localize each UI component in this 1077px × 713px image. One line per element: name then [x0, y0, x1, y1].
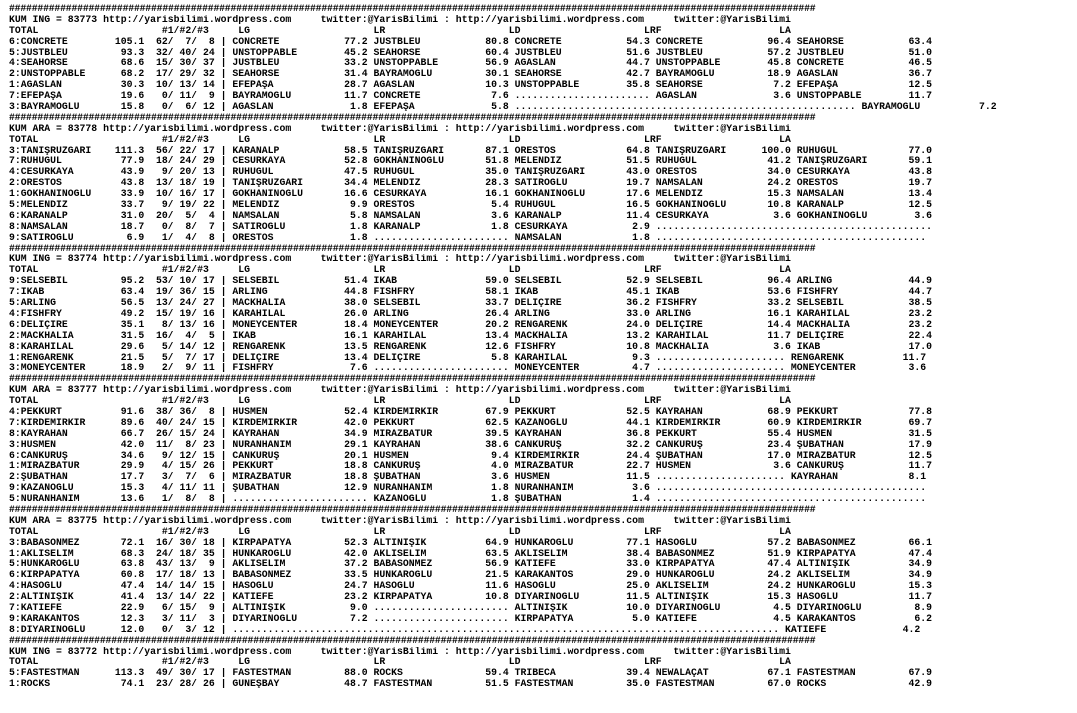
column-header-row: TOTAL #1/#2/#3 LG LR LD LRF LA [9, 25, 791, 36]
data-row: 7:EFEPAŞA 19.6 0/ 11/ 9 | BAYRAMOĞLU 11.7 CONCRETE 7.6 ....................... AĞASLAN 3.6 UNSTOPPABLE 11.7 [9, 91, 933, 102]
data-row: 2:UNSTOPPABLE 68.2 17/ 29/ 32 | SEAHORSE 31.4 BAYRAMOĞLU 30.1 SEAHORSE 42.7 BAYRAMOĞLU 18.9 AĞASLAN 36.7 [9, 69, 933, 80]
data-row: 9:KAZANOĞLU 15.3 4/ 11/ 11 | ŞUBATHAN 12.9 NURANHANIM 1.8 NURANHANIM 3.6 .............................................. [9, 483, 927, 494]
data-row: 5:ARLING 56.5 13/ 24/ 27 | MACKHALIA 38.0 SELSEBİL 33.7 DELİÇİRE 36.2 FISHFRY 33.2 SELSEBİL 38.5 [9, 298, 933, 309]
column-header-row: TOTAL #1/#2/#3 LG LR LD LRF LA [9, 657, 791, 668]
data-row: 7:İKAB 63.4 19/ 36/ 15 | ARLING 44.8 FISHFRY 58.1 İKAB 45.1 İKAB 53.6 FISHFRY 44.7 [9, 287, 933, 298]
data-row: 5:FASTESTMAN 113.3 49/ 30/ 17 | FASTESTMAN 88.0 ROCKS 59.4 TRIBECA 39.4 NEWALAÇAT 67.1 FASTESTMAN 67.9 [9, 668, 933, 679]
data-row: 6:CONCRETE 105.1 62/ 7/ 8 | CONCRETE 77.2 JUSTBLEU 80.8 CONCRETE 54.3 CONCRETE 96.4 SEAHORSE 63.4 [9, 36, 933, 47]
data-row: 7:RUHUGÜL 77.9 18/ 24/ 29 | CESURKAYA 52.8 GÖKHANINOĞLU 51.8 MELENDİZ 51.5 RUHUGÜL 41.2 TANIŞRÜZGARI 59.1 [9, 156, 933, 167]
data-row: 3:BABASÖNMEZ 72.1 16/ 30/ 18 | KIRPAPATYA 52.3 ALTINIŞIK 64.9 HÜNKAROĞLU 77.1 HASOĞLU 57.2 BABASÖNMEZ 66.1 [9, 537, 933, 548]
data-row: 3:HÜSMEN 42.0 11/ 8/ 23 | NURANHANIM 29.1 KAYRAHAN 38.6 CANKURUŞ 32.2 CANKURUŞ 23.4 ŞUBATHAN 17.9 [9, 439, 933, 450]
data-row: 1:GÖKHANINOĞLU 33.9 10/ 16/ 17 | GÖKHANINOĞLU 16.6 CESURKAYA 16.1 GÖKHANINOĞLU 17.6 MELENDİZ 15.3 NAMSALAN 13.4 [9, 189, 933, 200]
data-row: 1:MIRAZBATUR 29.9 4/ 15/ 26 | PEKKURT 18.8 CANKURUŞ 4.0 MIRAZBATUR 22.7 HÜSMEN 3.6 CANKURUŞ 11.7 [9, 461, 933, 472]
data-row: 6:KARANALP 31.0 20/ 5/ 4 | NAMSALAN 5.8 NAMSALAN 3.6 KARANALP 11.4 CESURKAYA 3.6 GÖKHANINOĞLU 3.6 [9, 210, 933, 221]
separator-row: ############################################################################################################################################## [9, 635, 816, 646]
data-row: 2:MACKHALIA 31.5 16/ 4/ 5 | İKAB 16.1 KARAHİLAL 13.4 MACKHALIA 13.2 KARAHİLAL 11.7 DELİÇİRE 22.4 [9, 330, 933, 341]
data-row: 5:MELENDİZ 33.7 9/ 19/ 22 | MELENDİZ 9.9 ORESTOS 5.4 RUHUGÜL 16.5 GÖKHANINOĞLU 10.8 KARANALP 12.5 [9, 200, 933, 211]
data-row: 4:FISHFRY 49.2 15/ 19/ 16 | KARAHİLAL 26.0 ARLING 26.4 ARLING 33.0 ARLING 16.1 KARAHİLAL 23.2 [9, 308, 933, 319]
data-row: 8:NAMSALAN 18.7 0/ 8/ 7 | SATIROĞLU 1.8 KARANALP 1.8 CESURKAYA 2.9 ............................................... [9, 221, 933, 232]
column-header-row: TOTAL #1/#2/#3 LG LR LD LRF LA [9, 265, 791, 276]
data-row: 7:KATİEFE 22.9 6/ 15/ 9 | ALTINIŞIK 9.0 ....................... ALTINIŞIK 10.0 DİYARINOĞLU 4.5 DİYARINOĞLU 8.9 [9, 602, 933, 613]
separator-row: ############################################################################################################################################## [9, 243, 816, 254]
data-row: 6:DELİÇİRE 35.1 8/ 13/ 16 | MONEYCENTER 18.4 MONEYCENTER 20.2 RENGARENK 24.0 DELİÇİRE 14.4 MACKHALIA 23.2 [9, 319, 933, 330]
data-row: 3:TANIŞRÜZGARI 111.3 56/ 22/ 17 | KARANALP 58.5 TANIŞRÜZGARI 87.1 ORESTOS 64.8 TANIŞRÜZGARI 100.0 RUHUGÜL 77.0 [9, 145, 933, 156]
race-header-row: KUM ING = 83774 http://yarisbilimi.wordpress.com twitter:@YarisBilimi : http://yarisbilimi.wordpress.com twitter:@YarisBilimi [9, 254, 791, 265]
data-row: 1:AĞASLAN 30.3 10/ 13/ 14 | EFEPAŞA 28.7 AĞASLAN 10.3 UNSTOPPABLE 35.8 SEAHORSE 7.2 EFEPAŞA 12.5 [9, 80, 933, 91]
data-row: 8:KAYRAHAN 66.7 26/ 15/ 24 | KAYRAHAN 34.9 MIRAZBATUR 39.5 KAYRAHAN 36.8 PEKKURT 55.4 HÜSMEN 31.5 [9, 428, 933, 439]
data-row: 2:ORESTOS 43.8 13/ 18/ 19 | TANIŞRÜZGARI 34.4 MELENDİZ 28.3 SATIROĞLU 19.7 NAMSALAN 24.2 ORESTOS 19.7 [9, 178, 933, 189]
data-row: 4:SEAHORSE 68.6 15/ 30/ 37 | JUSTBLEU 33.2 UNSTOPPABLE 56.9 AĞASLAN 44.7 UNSTOPPABLE 45.8 CONCRETE 46.5 [9, 58, 933, 69]
race-stats-text-sheet [9, 4, 1077, 690]
data-row: 5:HÜNKAROĞLU 63.8 43/ 13/ 9 | AKLISELİM 37.2 BABASÖNMEZ 56.9 KATİEFE 33.0 KIRPAPATYA 47.4 ALTINIŞIK 34.9 [9, 559, 933, 570]
race-header-row: KUM ARA = 83775 http://yarisbilimi.wordpress.com twitter:@YarisBilimi : http://yarisbilimi.wordpress.com twitter:@YarisBilimi [9, 515, 791, 526]
data-row: 4:PEKKURT 91.6 38/ 36/ 8 | HÜSMEN 52.4 KIRDEMİRKIR 67.9 PEKKURT 52.5 KAYRAHAN 68.9 PEKKURT 77.8 [9, 406, 933, 417]
column-header-row: TOTAL #1/#2/#3 LG LR LD LRF LA [9, 134, 791, 145]
data-row: 9:SATIROĞLU 6.9 1/ 4/ 8 | ORESTOS 1.8 ....................... NAMSALAN 1.8 .............................................. [9, 232, 927, 243]
data-row: 2:ŞUBATHAN 17.7 3/ 7/ 6 | MIRAZBATUR 18.8 ŞUBATHAN 3.6 HÜSMEN 11.5 ...................... KAYRAHAN 8.1 [9, 472, 927, 483]
data-row: 4:CESURKAYA 43.9 9/ 20/ 13 | RUHUGÜL 47.5 RUHUGÜL 35.0 TANIŞRÜZGARI 43.0 ORESTOS 34.0 CESURKAYA 43.8 [9, 167, 933, 178]
race-header-row: KUM ING = 83773 http://yarisbilimi.wordpress.com twitter:@YarisBilimi : http://yarisbilimi.wordpress.com twitter:@YarisBilimi [9, 14, 791, 25]
data-row: 7:KIRDEMİRKIR 89.6 40/ 24/ 15 | KIRDEMİRKIR 42.0 PEKKURT 62.5 KAZANOĞLU 44.1 KIRDEMİRKIR 60.9 KIRDEMİRKIR 69.7 [9, 417, 933, 428]
separator-row: ############################################################################################################################################## [9, 112, 816, 123]
data-row: 5:JUSTBLEU 93.3 32/ 40/ 24 | UNSTOPPABLE 45.2 SEAHORSE 60.4 JUSTBLEU 51.6 JUSTBLEU 57.2 JUSTBLEU 51.0 [9, 47, 933, 58]
data-row: 4:HASOĞLU 47.4 14/ 14/ 15 | HASOĞLU 24.7 HASOĞLU 11.6 HASOĞLU 25.0 AKLISELİM 24.2 HÜNKAROĞLU 15.3 [9, 581, 933, 592]
data-row: 8:KARAHİLAL 29.6 5/ 14/ 12 | RENGARENK 13.5 RENGARENK 12.6 FISHFRY 10.8 MACKHALIA 3.6 İKAB 17.0 [9, 341, 933, 352]
column-header-row: TOTAL #1/#2/#3 LG LR LD LRF LA [9, 396, 791, 407]
data-row: 6:KIRPAPATYA 60.8 17/ 18/ 13 | BABASÖNMEZ 33.5 HÜNKAROĞLU 21.5 KARAKANTOS 29.0 HÜNKAROĞLU 24.2 AKLISELİM 34.9 [9, 570, 933, 581]
separator-row: ############################################################################################################################################## [9, 504, 816, 515]
data-row: 9:SELSEBİL 95.2 53/ 10/ 17 | SELSEBİL 51.4 İKAB 59.0 SELSEBİL 52.9 SELSEBİL 96.4 ARLING 44.9 [9, 276, 933, 287]
data-row: 1:RENGARENK 21.5 5/ 7/ 17 | DELİÇİRE 13.4 DELİÇİRE 5.8 KARAHİLAL 9.3 ...................... RENGARENK 11.7 [9, 352, 927, 363]
data-row: 1:AKLISELİM 68.3 24/ 18/ 35 | HÜNKAROĞLU 42.0 AKLISELİM 63.5 AKLISELİM 38.4 BABASÖNMEZ 51.9 KIRPAPATYA 47.4 [9, 548, 933, 559]
data-row: 1:ROCKS 74.1 23/ 28/ 26 | GÜNEŞBAY 48.7 FASTESTMAN 51.5 FASTESTMAN 35.0 FASTESTMAN 67.0 ROCKS 42.9 [9, 679, 933, 690]
data-row: 6:CANKURUŞ 34.6 9/ 12/ 15 | CANKURUŞ 20.1 HÜSMEN 9.4 KIRDEMİRKIR 24.4 ŞUBATHAN 17.0 MIRAZBATUR 12.5 [9, 450, 933, 461]
separator-row: ############################################################################################################################################## [9, 4, 816, 14]
data-row: 5:NURANHANIM 13.6 1/ 8/ 8 | ....................... KAZANOĞLU 1.8 ŞUBATHAN 1.4 .............................................. [9, 494, 927, 505]
data-row: 8:DİYARINOĞLU 12.0 0/ 3/ 12 | ............................................................................................. KATİEFE 4.2 [9, 624, 921, 635]
race-header-row: KUM ARA = 83778 http://yarisbilimi.wordpress.com twitter:@YarisBilimi : http://yarisbilimi.wordpress.com twitter:@YarisBilimi [9, 123, 791, 134]
race-header-row: KUM ING = 83772 http://yarisbilimi.wordpress.com twitter:@YarisBilimi : http://yarisbilimi.wordpress.com twitter:@YarisBilimi [9, 646, 791, 657]
data-row: 3:BAYRAMOĞLU 15.8 0/ 6/ 12 | AĞASLAN 1.8 EFEPAŞA 5.8 .......................................................... BAYRAMOĞLU 7.2 [9, 102, 997, 113]
data-row: 2:ALTINIŞIK 41.4 13/ 14/ 22 | KATİEFE 23.2 KIRPAPATYA 10.8 DİYARINOĞLU 11.5 ALTINIŞIK 15.3 HASOĞLU 11.7 [9, 592, 933, 603]
separator-row: ############################################################################################################################################## [9, 374, 816, 385]
column-header-row: TOTAL #1/#2/#3 LG LR LD LRF LA [9, 526, 791, 537]
race-header-row: KUM ARA = 83777 http://yarisbilimi.wordpress.com twitter:@YarisBilimi : http://yarisbilimi.wordpress.com twitter:@YarisBilimi [9, 385, 791, 396]
data-row: 3:MONEYCENTER 18.9 2/ 9/ 11 | FISHFRY 7.6 ....................... MONEYCENTER 4.7 ...................... MONEYCENTER 3.6 [9, 363, 927, 374]
data-row: 9:KARAKANTOS 12.3 3/ 11/ 3 | DİYARINOĞLU 7.2 ....................... KIRPAPATYA 5.0 KATİEFE 4.5 KARAKANTOS 6.2 [9, 613, 933, 624]
